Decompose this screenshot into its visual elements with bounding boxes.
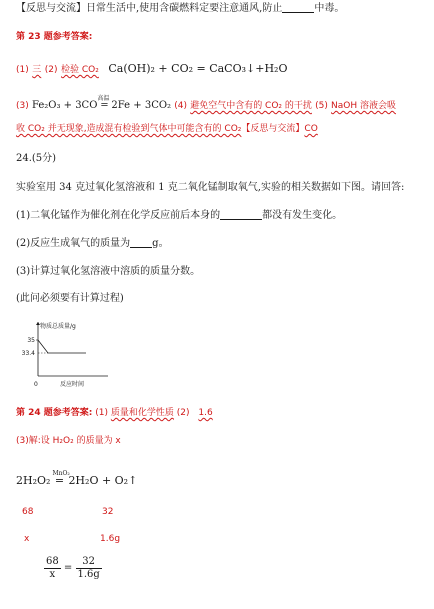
part-5-index: (5) [315, 101, 328, 111]
part-3-index: (3) [16, 101, 29, 111]
part-1-index: (1) [16, 65, 29, 75]
q24-part-1-suffix: 都没有发生变化。 [262, 210, 343, 221]
part-5-answer-b: 收 CO₂ 并无现象,造成混有检验到气体中可能含有的 CO₂ [16, 124, 242, 134]
condition-arrow: 高温 = [97, 99, 111, 113]
part-1-answer: 三 [32, 65, 42, 75]
a24-part-1-answer: 质量和化学性质 [110, 408, 174, 418]
a24-part-2-index: (2) [176, 408, 190, 418]
reflection-answer: CO [304, 124, 318, 134]
var-b: 1.6g [100, 534, 121, 544]
q24-note: (此问必须要有计算过程) [16, 293, 124, 304]
q24-part-1-prefix: (1)二氧化锰作为催化剂在化学反应前后本身的 [16, 210, 221, 221]
y-tick-35: 35 [27, 337, 35, 344]
ratio-right [76, 556, 102, 581]
answer-blank [130, 237, 152, 248]
equation-left: 2H₂O₂ [16, 474, 51, 487]
reflection-line [16, 2, 344, 16]
catalyst-arrow: MnO₂ = [50, 474, 68, 488]
answer-24-line [16, 406, 219, 420]
answer-23-heading: 第 23 题参考答案: [16, 32, 93, 42]
x-axis-label: 反应时间 [60, 381, 85, 388]
ratio-right-den: 1.6g [77, 569, 100, 580]
part-4-index: (4) [174, 101, 187, 111]
q24-number: 24.(5分) [16, 153, 57, 164]
part-2-index: (2) [44, 65, 58, 75]
series-line [38, 340, 86, 353]
q24-part-2 [16, 237, 169, 251]
reflection-tag: 【反思与交流】 [241, 124, 305, 134]
ratio-left [44, 556, 61, 581]
ratio-left-den: x [49, 569, 56, 580]
ratio-left-num: 68 [46, 556, 59, 567]
a24-equation [16, 470, 138, 488]
equation-right: 2H₂O + O₂↑ [68, 474, 138, 487]
a24-part-1-index: (1) [95, 408, 109, 418]
q24-part-2-prefix: (2)反应生成氧气的质量为 [16, 238, 131, 249]
catalyst-text: MnO₂ [52, 470, 70, 477]
q24-part-1 [16, 209, 342, 223]
q24-part-2-suffix: g。 [152, 238, 169, 249]
ratio-right-num: 32 [76, 556, 102, 569]
answer-24-heading: 第 24 题参考答案: [16, 408, 93, 418]
answer-23-line-3 [16, 122, 318, 136]
mass-a: 68 [22, 507, 34, 517]
a24-solution-line: (3)解:设 H₂O₂ 的质量为 x [16, 436, 121, 446]
part-5-answer-a: NaOH 溶液会吸 [331, 101, 396, 111]
answer-23-line-2 [16, 95, 396, 113]
answer-blank [220, 209, 262, 220]
ratio-equation [44, 556, 102, 581]
reflection-suffix: 中毒。 [314, 3, 345, 14]
mass-b: 32 [102, 507, 114, 517]
y-tick-33-4: 33.4 [21, 350, 35, 357]
var-a: x [24, 534, 30, 544]
mass-time-chart [16, 318, 114, 388]
origin-label: 0 [34, 381, 38, 388]
q24-stem: 实验室用 34 克过氧化氢溶液和 1 克二氧化锰制取氧气,实验的相关数据如下图。请回答: [16, 182, 405, 193]
condition-text: 高温 [97, 95, 110, 102]
chart-layer [22, 322, 108, 388]
equation-left: Fe₂O₃ + 3CO [31, 100, 98, 111]
equals-sign: = [63, 562, 73, 574]
part-4-answer: 避免空气中含有的 CO₂ 的干扰 [190, 101, 312, 111]
q24-part-3: (3)计算过氧化氢溶液中溶质的质量分数。 [16, 266, 201, 277]
reflection-prefix: 【反思与交流】日常生活中,使用含碳燃料定要注意通风,防止 [16, 3, 283, 14]
y-axis-label: 物质总质量/g [40, 323, 76, 330]
equation-ca-oh: Ca(OH)₂ + CO₂ = CaCO₃↓+H₂O [108, 62, 288, 75]
answer-23-line-1 [16, 62, 287, 77]
equation-right: 2Fe + 3CO₂ [111, 100, 172, 111]
a24-part-2-answer: 1.6 [198, 408, 213, 418]
answer-blank [282, 2, 314, 13]
part-2-answer: 检验 CO₂ [61, 65, 99, 75]
